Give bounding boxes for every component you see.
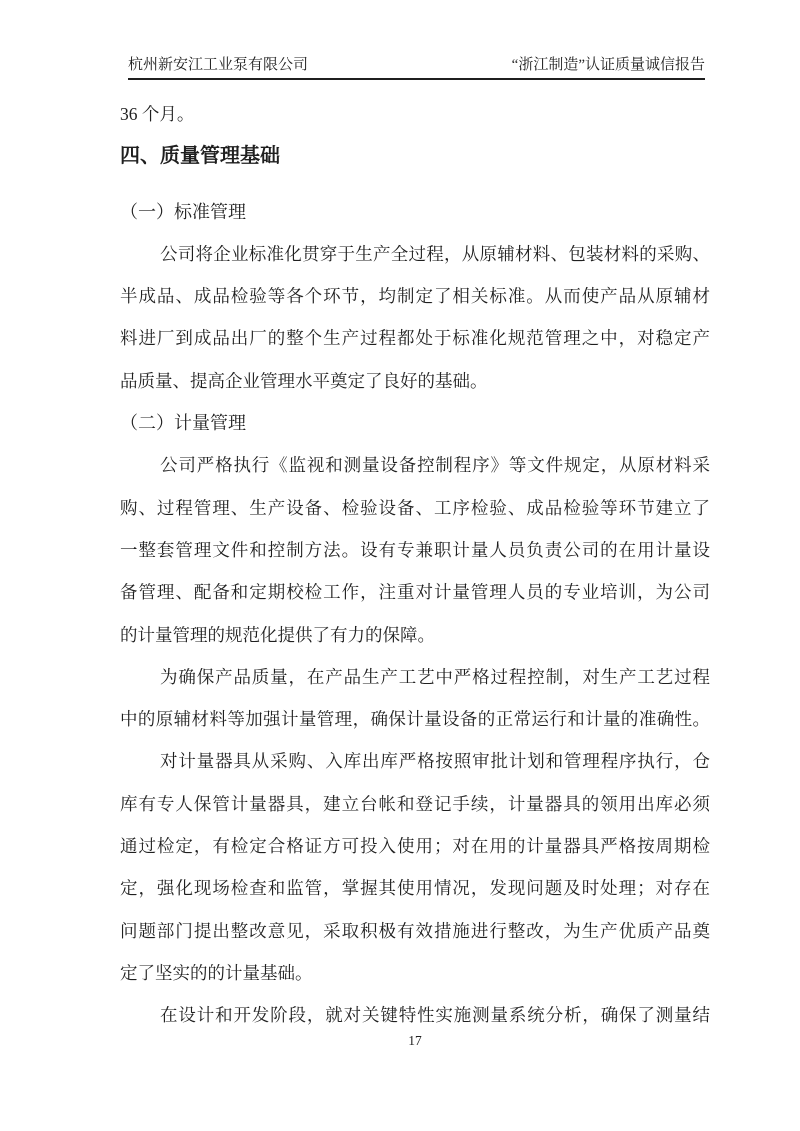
paragraph-line: 一整套管理文件和控制方法。设有专兼职计量人员负责公司的在用计量设 (120, 539, 710, 560)
paragraph-line: 定，强化现场检查和监管，掌握其使用情况，发现问题及时处理；对存在 (120, 878, 710, 899)
paragraph-line: 备管理、配备和定期校检工作，注重对计量管理人员的专业培训，为公司 (120, 582, 710, 603)
paragraph-line: 公司将企业标准化贯穿于生产全过程，从原辅材料、包装材料的采购、 (160, 243, 710, 264)
paragraph-continuation-line: 36 个月。 (120, 104, 195, 124)
paragraph-line: 定了坚实的的计量基础。 (120, 962, 313, 983)
paragraph-line: 在设计和开发阶段，就对关键特性实施测量系统分析，确保了测量结 (160, 1005, 710, 1026)
paragraph-line: 通过检定，有检定合格证方可投入使用；对在用的计量器具严格按周期检 (120, 836, 710, 857)
paragraph-line: 料进厂到成品出厂的整个生产过程都处于标准化规范管理之中，对稳定产 (120, 328, 710, 349)
paragraph-line: 公司严格执行《监视和测量设备控制程序》等文件规定，从原材料采 (160, 455, 710, 476)
paragraph-line: 半成品、成品检验等各个环节，均制定了相关标准。从而使产品从原辅材 (120, 286, 710, 307)
document-body (120, 93, 710, 1037)
subsection-1-title: （一）标准管理 (120, 201, 246, 222)
subsection-2-title: （二）计量管理 (120, 413, 246, 434)
paragraph-line: 的计量管理的规范化提供了有力的保障。 (120, 624, 435, 645)
page-header (128, 56, 705, 80)
paragraph-line: 库有专人保管计量器具，建立台帐和登记手续，计量器具的领用出库必须 (120, 793, 710, 814)
paragraph-line: 品质量、提高企业管理水平奠定了良好的基础。 (120, 370, 488, 391)
page-footer (120, 1031, 710, 1051)
paragraph-line: 中的原辅材料等加强计量管理，确保计量设备的正常运行和计量的准确性。 (120, 709, 710, 730)
header-report-title: “浙江制造”认证质量诚信报告 (511, 57, 705, 73)
paragraph-line: 为确保产品质量，在产品生产工艺中严格过程控制，对生产工艺过程 (160, 666, 710, 687)
page-number: 17 (408, 1033, 422, 1048)
header-company-name: 杭州新安江工业泵有限公司 (128, 57, 309, 73)
paragraph-line: 购、过程管理、生产设备、检验设备、工序检验、成品检验等环节建立了 (120, 497, 710, 518)
section-heading: 四、质量管理基础 (120, 145, 280, 168)
paragraph-line: 问题部门提出整改意见，采取积极有效措施进行整改，为生产优质产品奠 (120, 920, 710, 941)
paragraph-line: 对计量器具从采购、入库出库严格按照审批计划和管理程序执行，仓 (160, 751, 710, 772)
